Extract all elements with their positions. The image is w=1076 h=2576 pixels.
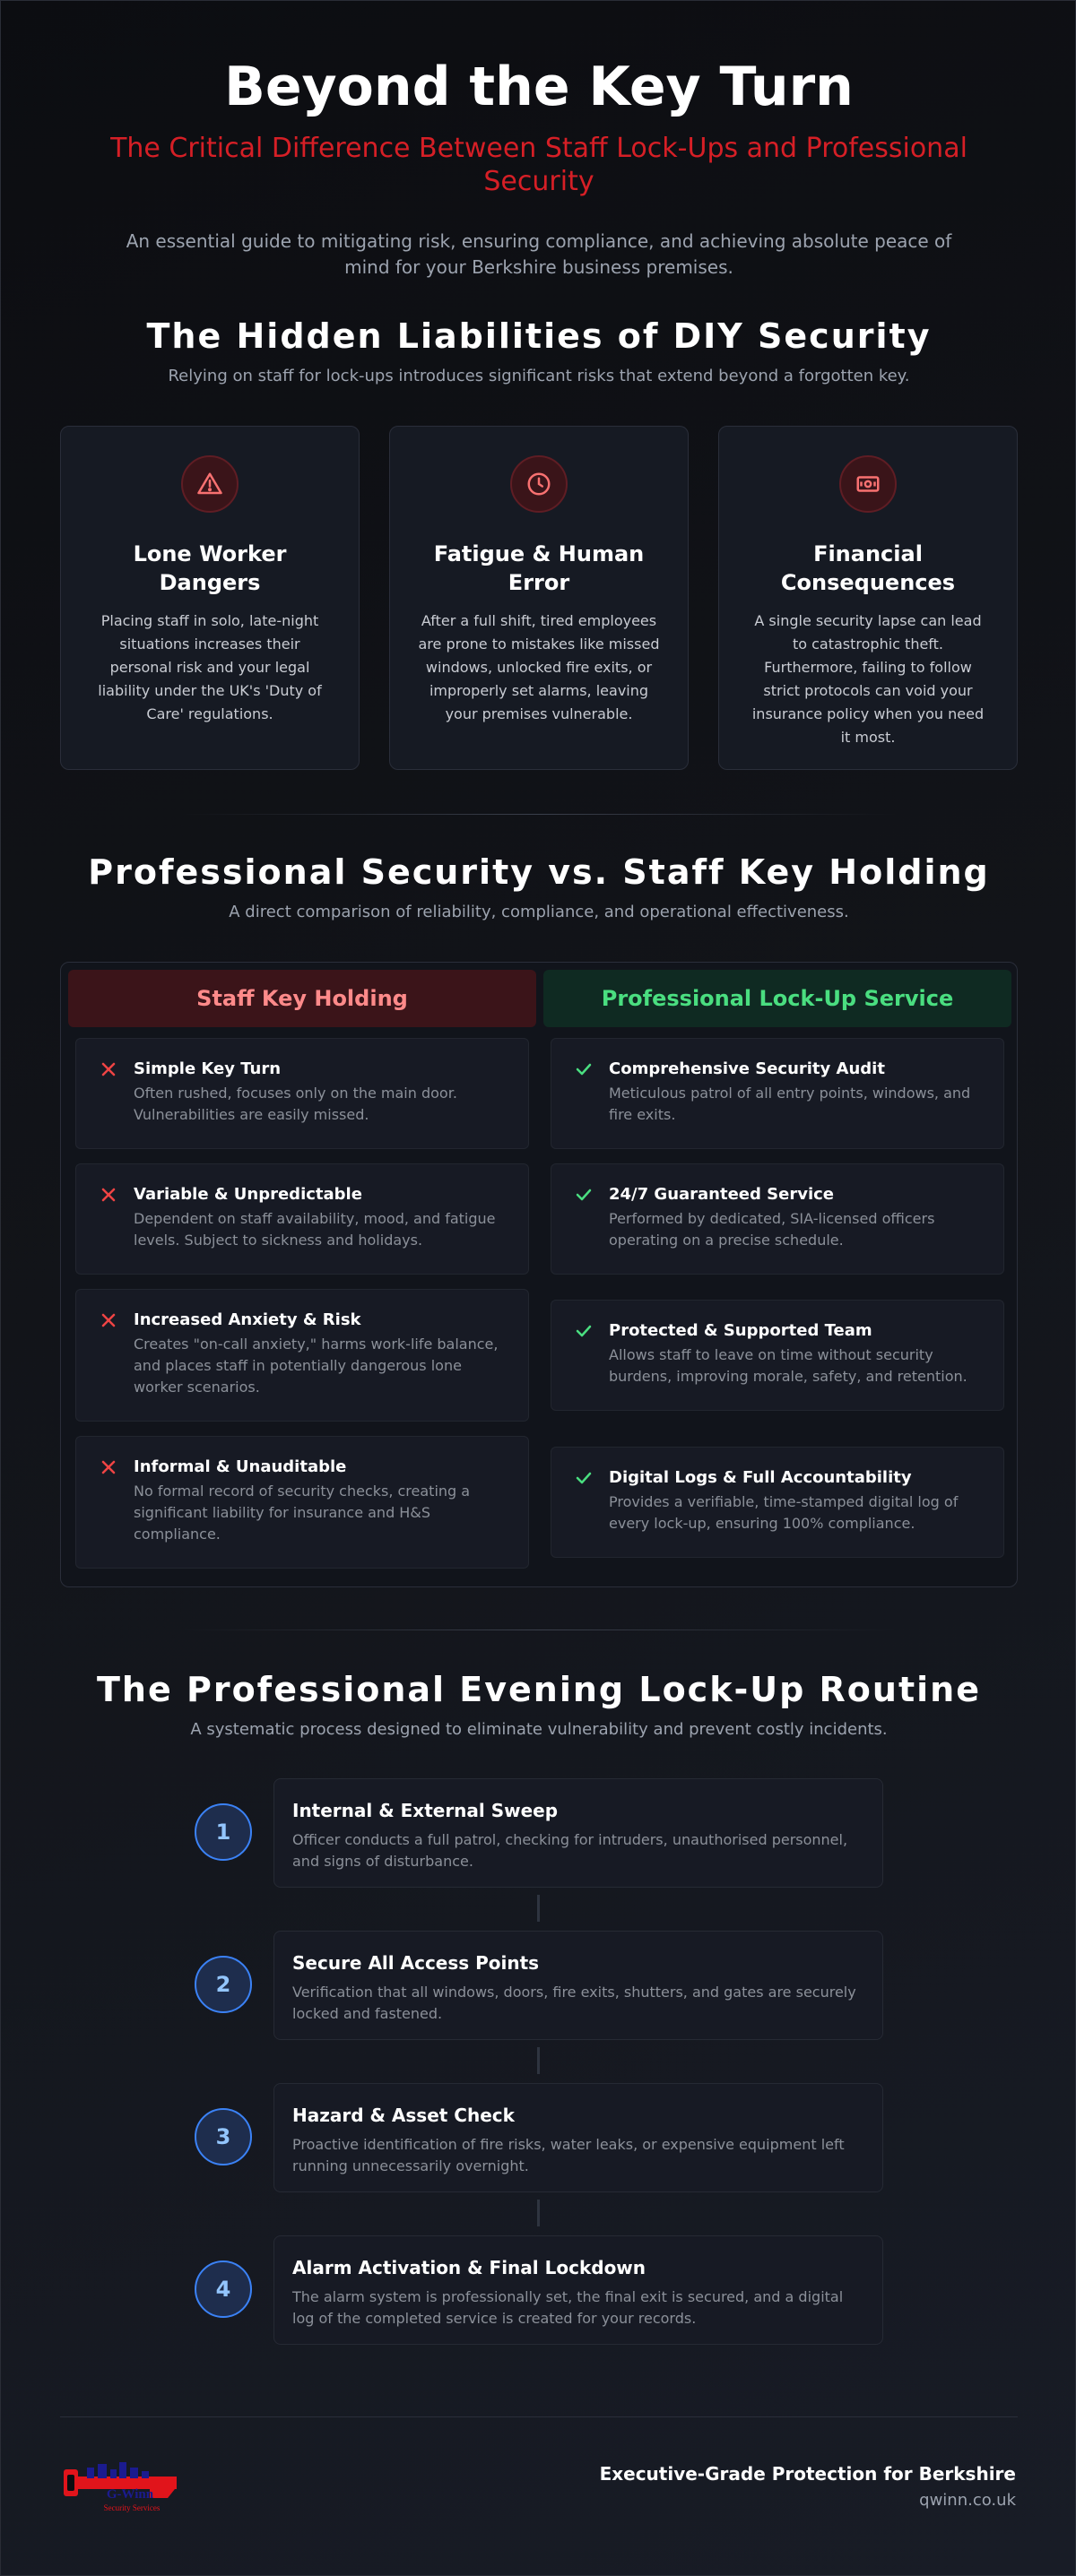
section-divider	[180, 814, 898, 815]
professional-column	[543, 970, 1011, 1532]
section-divider	[180, 1629, 898, 1630]
cross-icon	[100, 1186, 117, 1204]
page-intro: An essential guide to mitigating risk, ensuring compliance, and achieving absolute peace of mind for your Berkshire business premises.	[126, 230, 952, 278]
professional-item-title: Comprehensive Security Audit	[609, 1059, 885, 1078]
liability-card-financial	[718, 426, 1018, 770]
comparison-table	[60, 962, 1018, 1587]
step-connector	[537, 2047, 540, 2074]
professional-item-title: Protected & Supported Team	[609, 1321, 872, 1340]
professional-item	[551, 1038, 1004, 1149]
footer-divider	[60, 2416, 1018, 2417]
staff-item	[75, 1163, 529, 1275]
staff-item-title: Informal & Unauditable	[134, 1457, 347, 1476]
professional-item-text: Allows staff to leave on time without security burdens, improving morale, safety, and retention.	[609, 1346, 968, 1385]
page-title: Beyond the Key Turn	[224, 56, 854, 118]
step-card	[273, 2083, 883, 2192]
step-card	[273, 1931, 883, 2040]
step-card	[273, 2235, 883, 2345]
step-title: Secure All Access Points	[292, 1952, 540, 1974]
professional-item-title: 24/7 Guaranteed Service	[609, 1185, 834, 1204]
cross-icon	[100, 1060, 117, 1078]
step-number: 1	[195, 1803, 252, 1861]
card-text: After a full shift, tired employees are prone to mistakes like missed windows, unlocked fire exits, or improperly set alarms, leaving your premises vulnerable.	[418, 612, 660, 722]
staff-item-text: Often rushed, focuses only on the main door. Vulnerabilities are easily missed.	[134, 1085, 457, 1123]
staff-item-text: Dependent on staff availability, mood, and fatigue levels. Subject to sickness and holidays.	[134, 1210, 496, 1249]
warning-triangle-icon	[181, 455, 239, 513]
company-logo[interactable]	[60, 2453, 180, 2520]
professional-column-heading: Professional Lock-Up Service	[543, 970, 1011, 1027]
staff-item-title: Simple Key Turn	[134, 1059, 282, 1078]
step-text: The alarm system is professionally set, the final exit is secured, and a digital log of the completed service is created for your records.	[292, 2288, 844, 2327]
step-title: Alarm Activation & Final Lockdown	[292, 2257, 646, 2278]
step-text: Officer conducts a full patrol, checking for intruders, unauthorised personnel, and signs of disturbance.	[292, 1831, 848, 1870]
step-text: Proactive identification of fire risks, water leaks, or expensive equipment left running unnecessarily overnight.	[292, 2136, 845, 2174]
step-title: Hazard & Asset Check	[292, 2105, 515, 2126]
step-number: 3	[195, 2108, 252, 2165]
staff-item	[75, 1289, 529, 1422]
professional-item-text: Performed by dedicated, SIA-licensed officers operating on a precise schedule.	[609, 1210, 935, 1249]
footer-tagline: Executive-Grade Protection for Berkshire	[599, 2463, 1016, 2485]
staff-item-title: Variable & Unpredictable	[134, 1185, 362, 1204]
card-title: Financial Consequences	[780, 541, 956, 595]
staff-item	[75, 1436, 529, 1569]
step-connector	[537, 2200, 540, 2226]
logo-subtext: Security Services	[103, 2503, 161, 2512]
professional-item	[551, 1447, 1004, 1558]
hero	[1, 53, 1076, 281]
banknote-icon	[839, 455, 897, 513]
comparison-title: Professional Security vs. Staff Key Holding	[88, 852, 990, 892]
staff-item	[75, 1038, 529, 1149]
check-icon	[575, 1469, 593, 1487]
professional-item-text: Meticulous patrol of all entry points, windows, and fire exits.	[609, 1085, 971, 1123]
routine-subtitle: A systematic process designed to eliminate vulnerability and prevent costly incidents.	[190, 1720, 888, 1739]
comparison-subtitle: A direct comparison of reliability, compliance, and operational effectiveness.	[229, 903, 849, 921]
routine-title: The Professional Evening Lock-Up Routine	[97, 1670, 981, 1709]
liabilities-title: The Hidden Liabilities of DIY Security	[146, 316, 932, 356]
footer-website-link[interactable]: qwinn.co.uk	[919, 2491, 1016, 2510]
check-icon	[575, 1060, 593, 1078]
card-text: Placing staff in solo, late-night situations increases their personal risk and your legal liability under the UK's 'Duty of Care' regulations.	[98, 612, 322, 722]
key-logo-icon	[60, 2453, 180, 2520]
logo-text: G-Winn	[106, 2487, 154, 2502]
professional-item-text: Provides a verifiable, time-stamped digital log of every lock-up, ensuring 100% compliance.	[609, 1493, 959, 1532]
step-title: Internal & External Sweep	[292, 1800, 559, 1821]
step-card	[273, 1778, 883, 1888]
liability-card-lone-worker	[60, 426, 360, 770]
professional-item	[551, 1163, 1004, 1275]
step-connector	[537, 1895, 540, 1922]
staff-item-text: Creates "on-call anxiety," harms work-life balance, and places staff in potentially dangerous lone worker scenarios.	[134, 1336, 499, 1396]
liability-card-fatigue	[389, 426, 689, 770]
check-icon	[575, 1186, 593, 1204]
step-number: 4	[195, 2260, 252, 2318]
liability-cards	[60, 426, 1018, 770]
page-subtitle: The Critical Difference Between Staff Lock-Ups and Professional Security	[110, 133, 968, 197]
cross-icon	[100, 1311, 117, 1329]
staff-item-text: No formal record of security checks, creating a significant liability for insurance and H&S compliance.	[134, 1482, 471, 1543]
staff-column-heading: Staff Key Holding	[68, 970, 536, 1027]
staff-column	[68, 970, 536, 1543]
liabilities-subtitle: Relying on staff for lock-ups introduces significant risks that extend beyond a forgotten key.	[168, 367, 910, 385]
cross-icon	[100, 1458, 117, 1476]
check-icon	[575, 1322, 593, 1340]
card-title: Fatigue & Human Error	[433, 541, 645, 595]
staff-item-title: Increased Anxiety & Risk	[134, 1310, 361, 1329]
card-title: Lone Worker Dangers	[133, 541, 287, 595]
card-text: A single security lapse can lead to catastrophic theft. Furthermore, failing to follow strict protocols can void your insurance policy when you need it most.	[751, 612, 985, 746]
professional-item	[551, 1300, 1004, 1411]
professional-item-title: Digital Logs & Full Accountability	[609, 1468, 912, 1487]
clock-icon	[510, 455, 568, 513]
step-number: 2	[195, 1956, 252, 2013]
step-text: Verification that all windows, doors, fire exits, shutters, and gates are securely locked and fastened.	[292, 1984, 856, 2022]
